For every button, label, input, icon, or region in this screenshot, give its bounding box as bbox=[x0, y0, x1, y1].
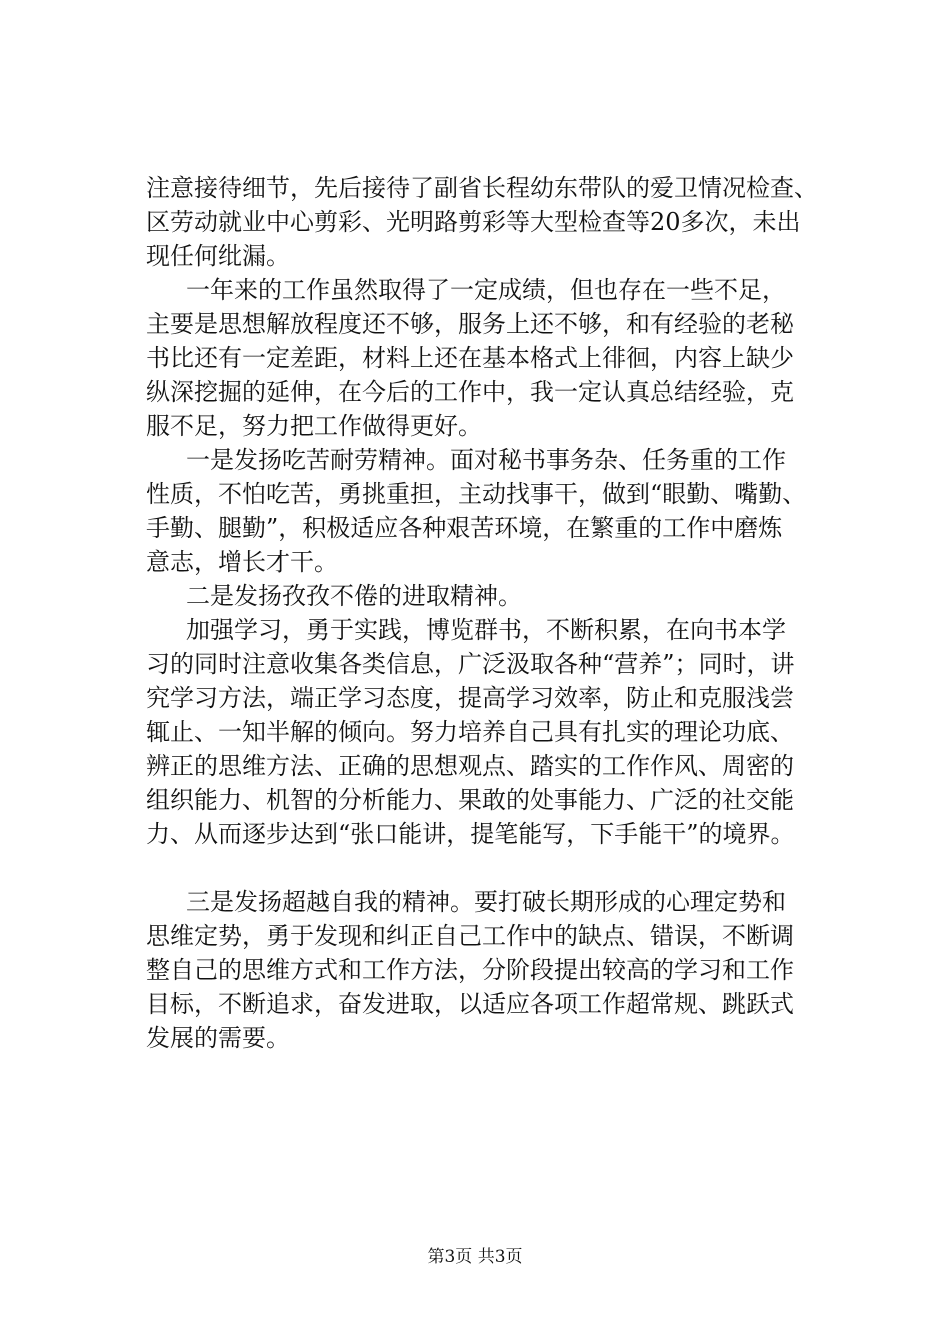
text-line: 书比还有一定差距，材料上还在基本格式上徘徊，内容上缺少 bbox=[146, 344, 794, 372]
text-line: 究学习方法，端正学习态度，提高学习效率，防止和克服浅尝 bbox=[146, 684, 794, 712]
text-line: 注意接待细节，先后接待了副省长程幼东带队的爱卫情况检查、 bbox=[146, 174, 818, 202]
text-line: 主要是思想解放程度还不够，服务上还不够，和有经验的老秘 bbox=[146, 310, 794, 338]
text-line: 区劳动就业中心剪彩、光明路剪彩等大型检查等20多次，未出 bbox=[146, 208, 801, 236]
text-line: 加强学习，勇于实践，博览群书，不断积累，在向书本学 bbox=[186, 616, 786, 644]
text-line: 二是发扬孜孜不倦的进取精神。 bbox=[186, 582, 522, 610]
text-line: 服不足，努力把工作做得更好。 bbox=[146, 412, 482, 440]
text-line: 辄止、一知半解的倾向。努力培养自己具有扎实的理论功底、 bbox=[146, 718, 794, 746]
page-footer bbox=[0, 1246, 950, 1268]
text-line: 习的同时注意收集各类信息，广泛汲取各种“营养”；同时，讲 bbox=[146, 650, 795, 678]
text-line: 纵深挖掘的延伸，在今后的工作中，我一定认真总结经验，克 bbox=[146, 378, 794, 406]
text-line: 三是发扬超越自我的精神。要打破长期形成的心理定势和 bbox=[186, 888, 786, 916]
page-number-label: 第3页 共3页 bbox=[427, 1247, 523, 1267]
text-line: 思维定势，勇于发现和纠正自己工作中的缺点、错误，不断调 bbox=[146, 922, 794, 950]
text-line: 辨正的思维方法、正确的思想观点、踏实的工作作风、周密的 bbox=[146, 752, 794, 780]
text-line: 一年来的工作虽然取得了一定成绩，但也存在一些不足， bbox=[186, 276, 786, 304]
text-line: 目标，不断追求，奋发进取，以适应各项工作超常规、跳跃式 bbox=[146, 990, 794, 1018]
text-line: 组织能力、机智的分析能力、果敢的处事能力、广泛的社交能 bbox=[146, 786, 794, 814]
text-line: 力、从而逐步达到“张口能讲，提笔能写，下手能干”的境界。 bbox=[146, 820, 795, 848]
text-line: 手勤、腿勤”，积极适应各种艰苦环境，在繁重的工作中磨炼 bbox=[146, 514, 783, 542]
text-line: 发展的需要。 bbox=[146, 1024, 290, 1052]
text-line: 整自己的思维方式和工作方法，分阶段提出较高的学习和工作 bbox=[146, 956, 794, 984]
text-line: 现任何纰漏。 bbox=[146, 242, 290, 270]
text-line: 性质，不怕吃苦，勇挑重担，主动找事干，做到“眼勤、嘴勤、 bbox=[146, 480, 807, 508]
text-line: 意志，增长才干。 bbox=[146, 548, 338, 576]
text-line: 一是发扬吃苦耐劳精神。面对秘书事务杂、任务重的工作 bbox=[186, 446, 786, 474]
